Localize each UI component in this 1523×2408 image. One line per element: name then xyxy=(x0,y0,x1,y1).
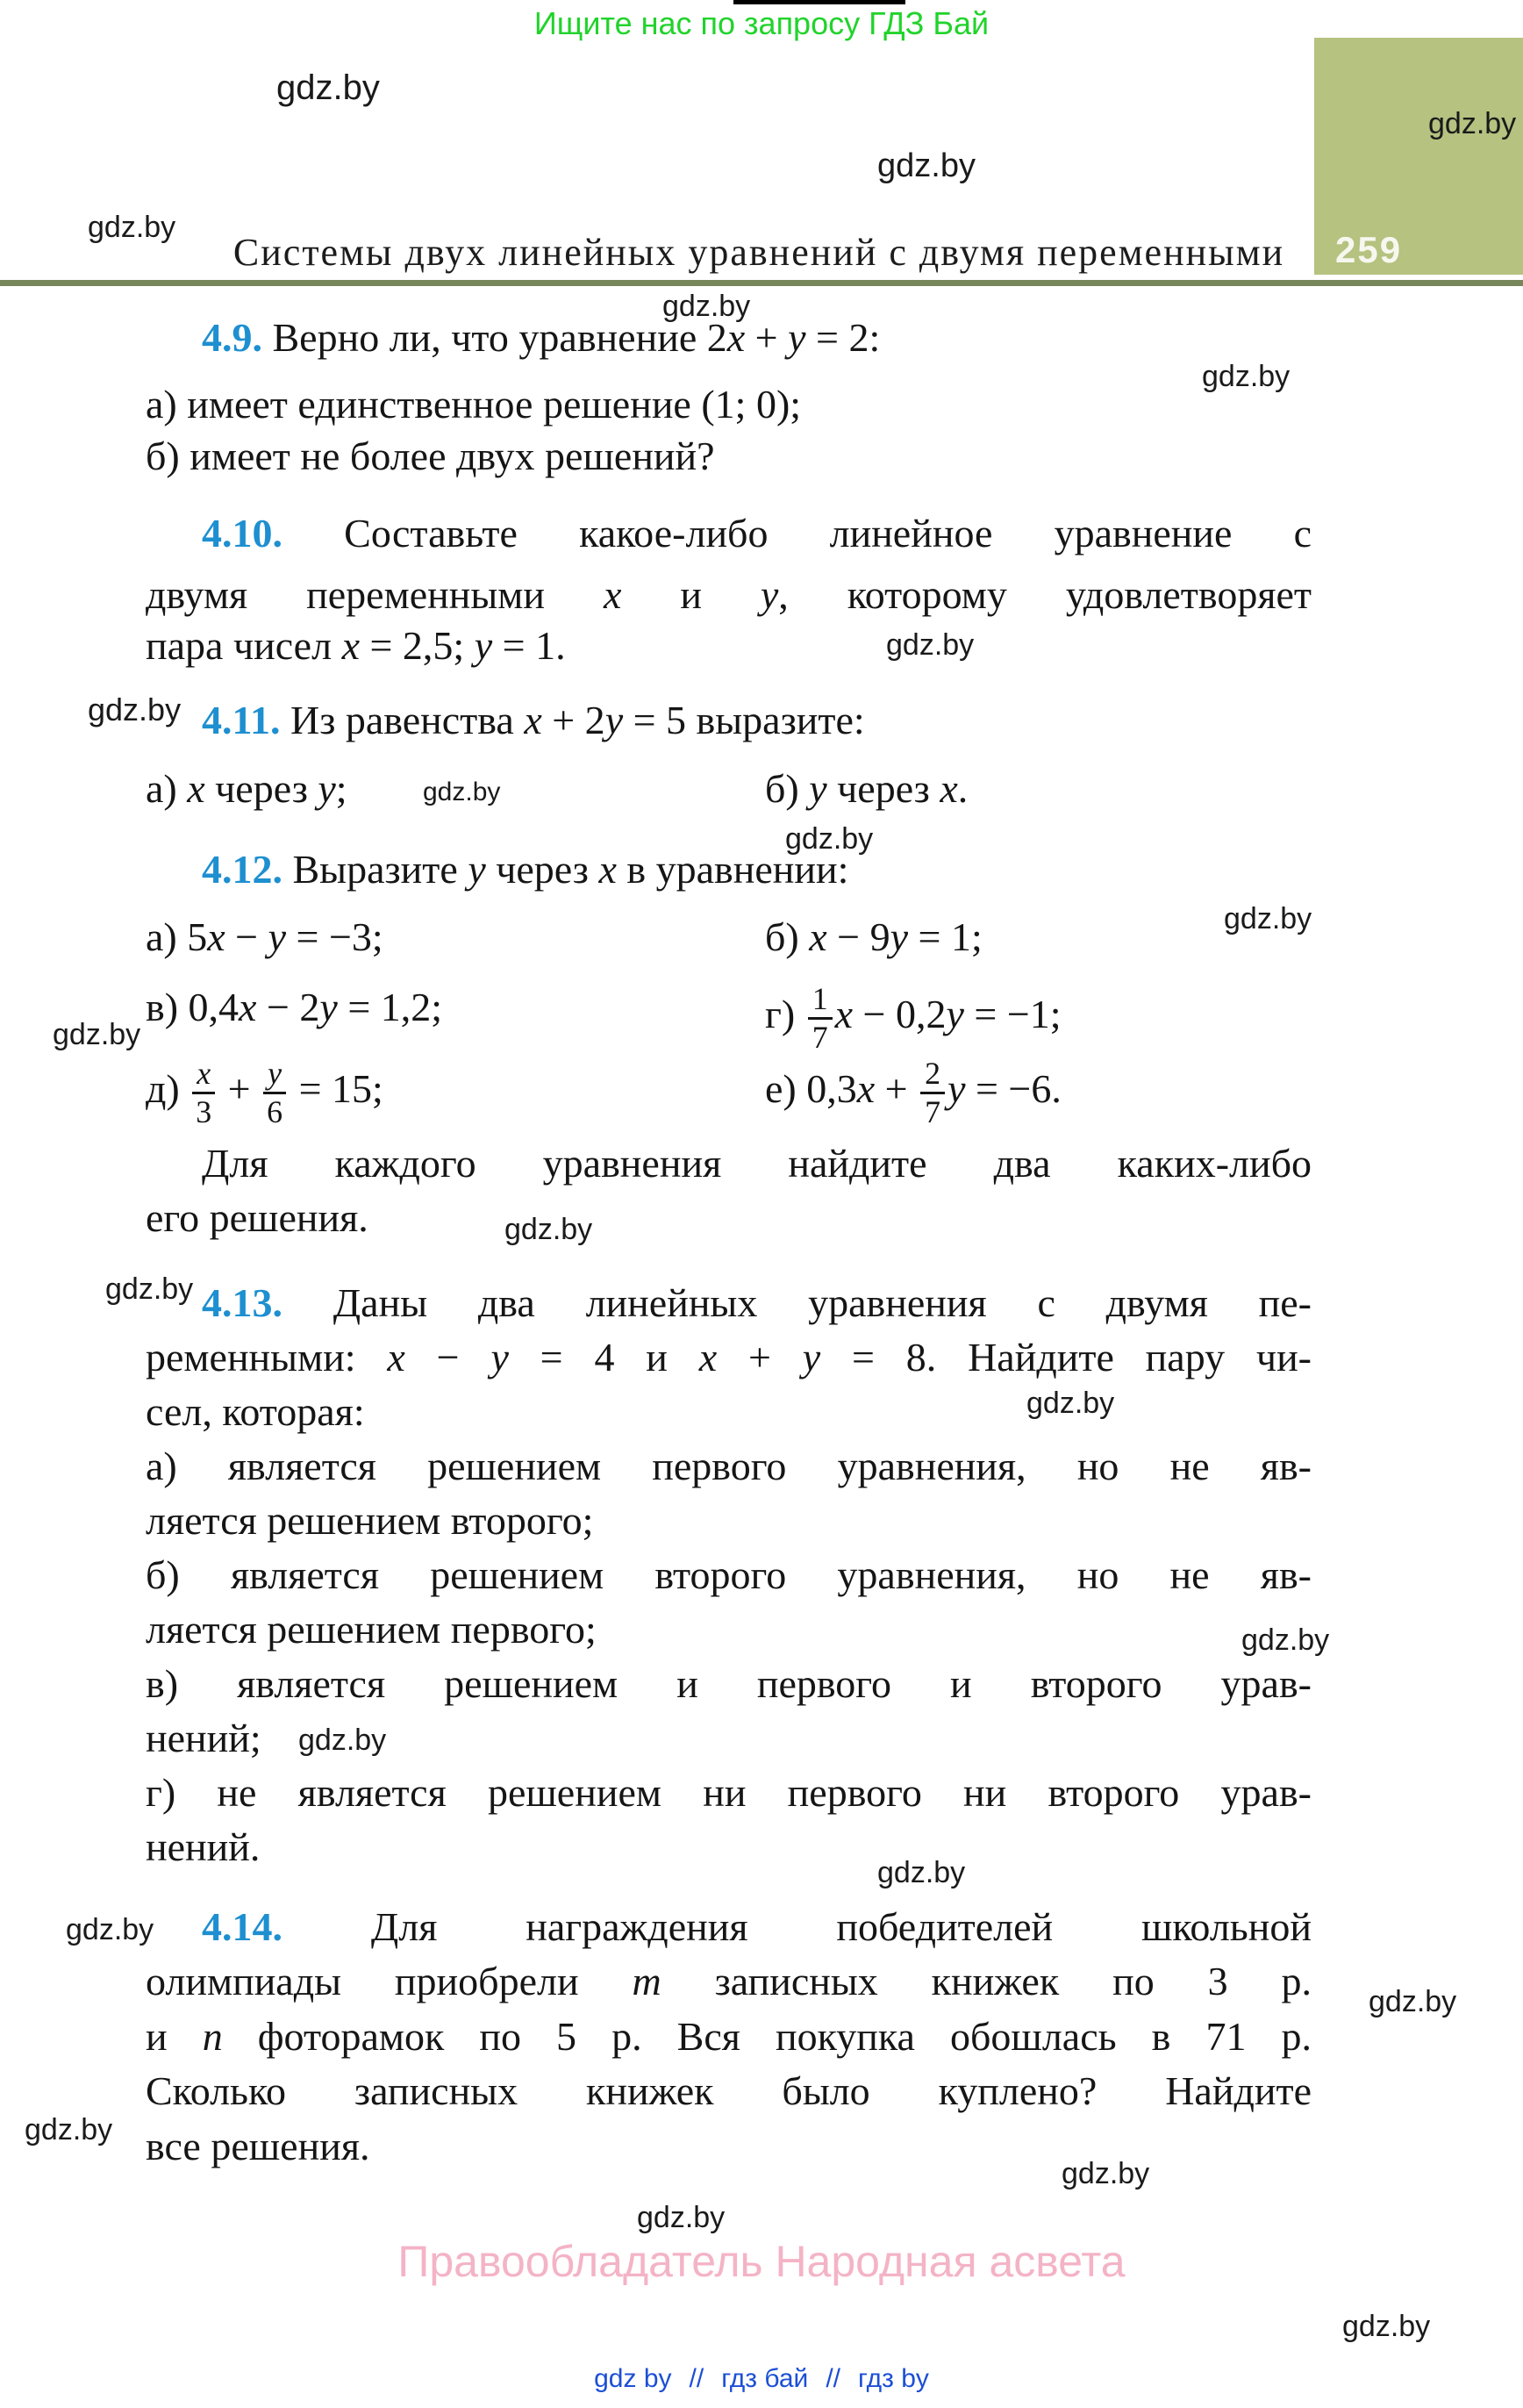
problem-4.12-option-e xyxy=(765,1057,1062,1129)
text-segment: y xyxy=(760,572,779,617)
text-segment: − 0,2 xyxy=(853,991,947,1036)
text-segment: y xyxy=(468,847,486,892)
problem-4.11-option-a xyxy=(146,763,347,814)
text-segment: + xyxy=(218,1065,261,1111)
text-segment: = 15; xyxy=(289,1065,383,1111)
text-segment: ляется решением первого; xyxy=(146,1607,597,1652)
text-segment: = 4 и xyxy=(508,1335,699,1380)
text-segment: б) xyxy=(765,914,810,959)
page-number: 259 xyxy=(1335,229,1403,270)
chapter-title: Системы двух линейных уравнений с двумя переменными xyxy=(232,231,1285,274)
gdz-watermark: gdz.by xyxy=(1342,2310,1431,2343)
text-segment: x xyxy=(856,1065,876,1111)
problem-4.14-line-2 xyxy=(146,1956,1312,2007)
footer-link-separator: // xyxy=(826,2364,840,2393)
text-segment: x xyxy=(809,914,827,959)
gdz-watermark: gdz.by xyxy=(298,1724,387,1757)
fraction: $\frac{1}{7}$ xyxy=(808,982,833,1054)
text-segment: x xyxy=(726,315,746,360)
text-segment: + xyxy=(717,1335,803,1380)
text-segment: Сколько записных книжек было куплено? Найдите xyxy=(146,2068,1312,2113)
text-segment: y xyxy=(947,1065,966,1111)
text-segment: , которому удовлетворяет xyxy=(778,572,1312,617)
text-segment: = 1. xyxy=(492,623,566,668)
text-segment: x xyxy=(603,572,622,617)
text-segment: а) xyxy=(146,766,188,811)
text-segment: = 8. Найдите пару чи- xyxy=(820,1335,1312,1380)
problem-number: 4.12. xyxy=(202,847,282,892)
problem-4.9-option-a xyxy=(146,379,801,430)
gdz-watermark: gdz.by xyxy=(1062,2157,1150,2190)
problem-number: 4.10. xyxy=(202,511,282,555)
problem-4.11-option-b xyxy=(765,763,968,814)
text-segment: Из равенства xyxy=(280,698,525,742)
text-segment: нений; xyxy=(146,1716,261,1760)
problem-4.13-line-3 xyxy=(146,1387,365,1437)
text-segment: Верно ли, что уравнение 2 xyxy=(262,315,727,360)
text-segment: фоторамок по 5 р. Вся покупка обошлась в 71 р. xyxy=(222,2014,1312,2059)
text-segment: m xyxy=(632,1959,661,2003)
text-segment: − xyxy=(225,914,268,959)
text-segment: y xyxy=(890,914,909,959)
fraction: $\frac{2}{7}$ xyxy=(920,1057,945,1129)
gdz-watermark: gdz.by xyxy=(105,1272,194,1306)
text-segment: x xyxy=(341,623,360,668)
text-segment: через xyxy=(826,766,940,811)
text-segment: ременными: xyxy=(146,1335,388,1380)
problem-4.12-tail-2 xyxy=(146,1193,368,1243)
text-segment: е) 0,3 xyxy=(765,1065,857,1111)
gdz-watermark: gdz.by xyxy=(877,1856,966,1889)
text-segment: в) 0,4 xyxy=(146,985,240,1029)
problem-4.14-line-3 xyxy=(146,2011,1312,2062)
problem-4.12-option-b xyxy=(765,912,983,963)
text-segment: x xyxy=(598,847,617,892)
text-segment: в) является решением и первого и второго урав- xyxy=(146,1661,1312,1706)
text-segment: = 2: xyxy=(805,315,881,360)
fraction: $\frac{x}{3}$ xyxy=(192,1057,215,1129)
text-segment: − 2 xyxy=(256,985,320,1029)
text-segment: ; xyxy=(335,766,347,811)
text-segment: сел, которая: xyxy=(146,1389,365,1434)
text-segment: двумя переменными xyxy=(146,572,604,617)
text-segment: б) xyxy=(765,766,810,811)
problem-4.13-option-g2 xyxy=(146,1822,260,1873)
text-segment: y xyxy=(490,1335,509,1380)
gdz-watermark: gdz.by xyxy=(1202,360,1291,393)
problem-4.9-option-b xyxy=(146,431,715,482)
text-segment: д) xyxy=(146,1065,190,1111)
problem-number: 4.9. xyxy=(202,315,262,360)
text-segment: = 2,5; xyxy=(359,623,475,668)
problem-4.12-option-g xyxy=(765,982,1062,1054)
promo-banner-text: Ищите нас по запросу ГДЗ Бай xyxy=(533,5,990,41)
gdz-watermark: gdz.by xyxy=(276,68,380,107)
text-segment: x xyxy=(698,1335,718,1380)
text-segment: x xyxy=(187,766,205,811)
problem-4.14-line-4 xyxy=(146,2066,1312,2117)
text-segment: + xyxy=(745,315,789,360)
text-segment: все решения. xyxy=(146,2124,370,2168)
footer-link-gdz-by-2[interactable]: гдз by xyxy=(858,2364,929,2393)
problem-4.12-line-1 xyxy=(202,844,848,895)
text-segment: через xyxy=(204,766,318,811)
text-segment: y xyxy=(268,914,287,959)
text-segment: пара чисел xyxy=(146,623,342,668)
gdz-watermark: gdz.by xyxy=(1026,1387,1115,1420)
gdz-watermark: gdz.by xyxy=(504,1213,593,1246)
problem-4.11-line-1 xyxy=(202,695,865,746)
text-segment: = −6. xyxy=(965,1065,1062,1111)
text-segment: x xyxy=(524,698,542,742)
problem-number: 4.14. xyxy=(202,1904,282,1949)
gdz-watermark: gdz.by xyxy=(88,692,182,727)
text-segment: − xyxy=(404,1335,491,1380)
text-segment: Для награждения победителей школьной xyxy=(282,1904,1312,1949)
problem-4.10-line-2 xyxy=(146,570,1312,620)
footer-link-separator: // xyxy=(689,2364,704,2393)
problem-4.9-line-1 xyxy=(202,312,880,363)
text-segment: n xyxy=(202,2014,223,2059)
text-segment: олимпиады приобрели xyxy=(146,1959,633,2003)
gdz-watermark: gdz.by xyxy=(25,2113,113,2146)
problem-4.13-option-v2 xyxy=(146,1713,261,1764)
text-segment: а) имеет единственное решение (1; 0); xyxy=(146,382,802,426)
problem-4.13-line-1 xyxy=(202,1278,1312,1329)
footer-link-gdz-by[interactable]: gdz by xyxy=(594,2364,672,2393)
problem-4.12-option-a xyxy=(146,912,383,963)
text-segment: в уравнении: xyxy=(616,847,849,892)
text-segment: + xyxy=(875,1065,919,1111)
gdz-watermark: gdz.by xyxy=(662,290,751,323)
text-segment: y xyxy=(946,991,964,1036)
problem-4.10-line-1 xyxy=(202,508,1312,559)
text-segment: y xyxy=(318,766,336,811)
problem-4.13-option-v1 xyxy=(146,1659,1312,1709)
problem-4.13-option-b2 xyxy=(146,1604,597,1655)
problem-4.12-option-d xyxy=(146,1057,383,1129)
text-segment: ляется решением второго; xyxy=(146,1498,594,1543)
text-segment: x xyxy=(940,766,958,811)
gdz-watermark: gdz.by xyxy=(1224,902,1312,935)
text-segment: y xyxy=(319,985,338,1029)
text-segment: − 9 xyxy=(826,914,890,959)
text-segment: = 1,2; xyxy=(337,985,443,1029)
problem-number: 4.13. xyxy=(202,1280,282,1325)
text-segment: = −1; xyxy=(963,991,1062,1036)
gdz-watermark: gdz.by xyxy=(1369,1985,1457,2018)
problem-4.10-line-3 xyxy=(146,620,566,671)
text-segment: и xyxy=(621,572,761,617)
gdz-watermark: gdz.by xyxy=(1428,107,1517,140)
gdz-watermark: gdz.by xyxy=(637,2201,726,2234)
copyright-line: Правообладатель Народная асвета xyxy=(397,2237,1126,2286)
text-segment: y xyxy=(809,766,827,811)
text-segment: а) 5 xyxy=(146,914,208,959)
text-segment: + 2 xyxy=(541,698,605,742)
fraction: $\frac{y}{6}$ xyxy=(263,1057,286,1129)
text-segment: x xyxy=(834,991,854,1036)
gdz-watermark: gdz.by xyxy=(785,822,874,856)
problem-4.13-line-2 xyxy=(146,1332,1312,1383)
footer-link-gdz-bai[interactable]: гдз бай xyxy=(721,2364,809,2393)
problem-4.13-option-g1 xyxy=(146,1767,1312,1818)
text-segment: y xyxy=(474,623,493,668)
text-segment: его решения. xyxy=(146,1195,368,1240)
text-segment: Даны два линейных уравнения с двумя пе- xyxy=(282,1280,1312,1325)
gdz-watermark: gdz.by xyxy=(423,778,501,806)
text-segment: = 5 выразите: xyxy=(623,698,865,742)
text-segment: через xyxy=(485,847,599,892)
text-segment: а) является решением первого уравнения, но не яв- xyxy=(146,1444,1312,1488)
text-segment: x xyxy=(239,985,257,1029)
text-segment: г) не является решением ни первого ни второго урав- xyxy=(146,1770,1312,1815)
text-segment: Для каждого уравнения найдите два каких-либо xyxy=(202,1141,1312,1186)
text-segment: записных книжек по 3 р. xyxy=(661,1959,1312,2003)
problem-4.13-option-a1 xyxy=(146,1441,1312,1492)
text-segment: б) является решением второго уравнения, но не яв- xyxy=(146,1552,1312,1597)
text-segment: нений. xyxy=(146,1824,261,1869)
text-segment: г) xyxy=(765,991,805,1036)
text-segment: и xyxy=(146,2014,203,2059)
gdz-watermark: gdz.by xyxy=(1241,1623,1330,1657)
text-segment: y xyxy=(802,1335,821,1380)
text-segment: x xyxy=(387,1335,405,1380)
text-segment: x xyxy=(207,914,225,959)
problem-4.13-option-b1 xyxy=(146,1550,1312,1601)
text-segment: Выразите xyxy=(282,847,468,892)
problem-4.14-line-5 xyxy=(146,2121,370,2172)
problem-number: 4.11. xyxy=(202,698,281,742)
text-segment: б) имеет не более двух решений? xyxy=(146,434,715,478)
gdz-watermark: gdz.by xyxy=(886,628,975,662)
text-segment: = 1; xyxy=(908,914,983,959)
problem-4.12-option-v xyxy=(146,982,442,1033)
gdz-watermark: gdz.by xyxy=(877,147,976,184)
text-segment: . xyxy=(957,766,969,811)
problem-4.13-option-a2 xyxy=(146,1495,593,1546)
text-segment: Составьте какое-либо линейное уравнение с xyxy=(282,511,1312,555)
problem-4.12-tail-1 xyxy=(202,1138,1312,1189)
text-segment: y xyxy=(604,698,624,742)
gdz-watermark: gdz.by xyxy=(66,1913,154,1946)
problem-4.14-line-1 xyxy=(202,1902,1312,1953)
text-segment: y xyxy=(788,315,806,360)
gdz-watermark: gdz.by xyxy=(53,1018,141,1051)
text-segment: = −3; xyxy=(286,914,383,959)
gdz-watermark: gdz.by xyxy=(88,211,176,244)
